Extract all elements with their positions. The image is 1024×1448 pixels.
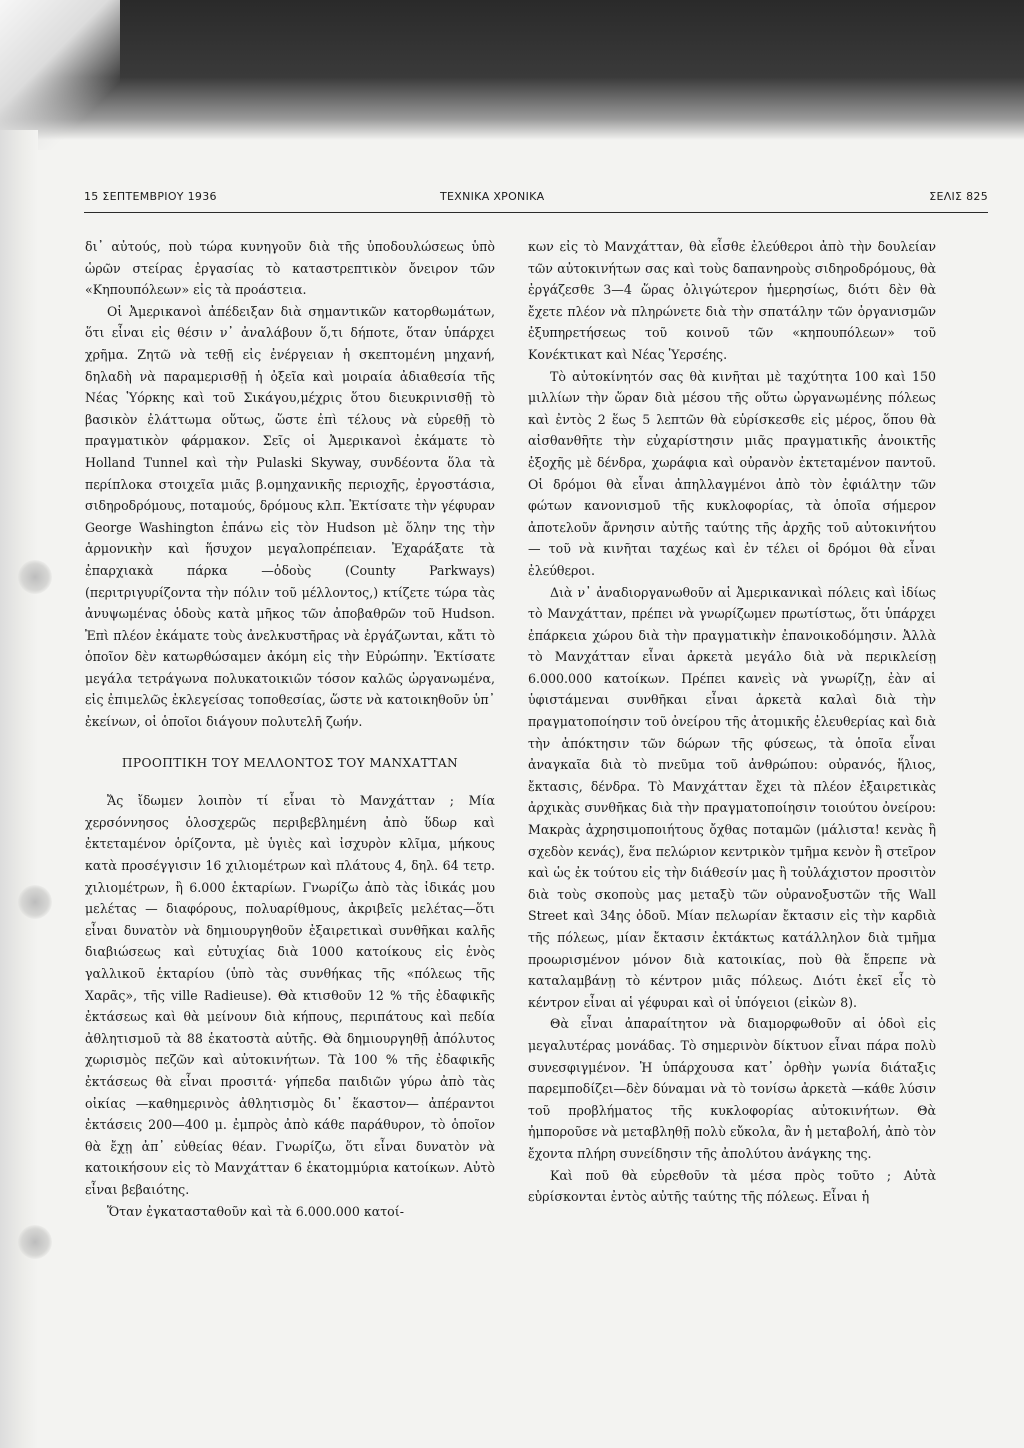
- paragraph: Ἄς ἴδωμεν λοιπὸν τί εἶναι τὸ Μανχάτταν ; Μία χερσόννησος ὁλοσχερῶς περιβεβλημένη ἀπὸ ὕδωρ καὶ ἐκτεταμένον ὁρίζοντα, μὲ ὑγιὲς καὶ ἰσχυρὸν κλῖμα, μήκους κατὰ προσέγγισιν 16 χιλιομέτρων καὶ πλάτους 4, δηλ. 64 τετρ. χιλιομέτρων, ἢ 6.000 ἑκταρίων. Γνωρίζω ἀπὸ τὰς ἰδικάς μου μελέτας — διαφόρους, πολυαρίθμους, ἀκριβεῖς μελέτας—ὅτι εἶναι δυνατὸν νὰ δημιουργηθοῦν ἐξαιρετικαὶ συνθῆκαι καλῆς διαβιώσεως καὶ εὐτυχίας διὰ 1000 κατοίκους εἰς ἑνὸς γαλλικοῦ ἑκταρίου (ὑπὸ τὰς συνθήκας τῆς «πόλεως τῆς Χαρᾶς», τῆς ville Radieuse). Θὰ κτισθοῦν 12 % τῆς ἐδαφικῆς ἐκτάσεως καὶ θὰ μείνουν διὰ κήπους, περιπάτους καὶ πεδία ἀθλητισμοῦ τὰ 88 ἑκατοστὰ αὐτῆς. Θὰ δημιουργηθῇ ἀπόλυτος χωρισμὸς πεζῶν καὶ αὐτοκινήτων. Τὰ 100 % τῆς ἐδαφικῆς ἐκτάσεως θὰ εἶναι προσιτά· γήπεδα παιδιῶν γύρω ἀπὸ τὰς οἰκίας —καθημερινὸς ἀθλητισμὸς δι᾽ ἕκαστον— ἀπέραντοι ἐκτάσεις 200—400 μ. ἐμπρὸς ἀπὸ κάθε παράθυρον, τὸ ὁποῖον θὰ ἔχῃ ἀπ᾽ εὐθείας θέαν. Γνωρίζω, ὅτι εἶναι δυνατὸν νὰ κατοικήσουν εἰς τὸ Μανχάτταν 6 ἑκατομμύρια κατοίκων. Αὐτὸ εἶναι βεβαιότης.: [85, 793, 495, 1197]
- paragraph: Καὶ ποῦ θὰ εὑρεθοῦν τὰ μέσα πρὸς τοῦτο ; Αὐτὰ εὑρίσκονται ἐντὸς αὐτῆς ταύτης τῆς πόλεως. Εἶναι ἡ: [528, 1167, 936, 1205]
- paragraph: Διὰ ν᾽ ἀναδιοργανωθοῦν αἱ Ἀμερικανικαὶ πόλεις καὶ ἰδίως τὸ Μανχάτταν, πρέπει νὰ γνωρίζωμεν πρωτίστως, ὅτι ὑπάρχει ἐπάρκεια χώρου διὰ τὴν πραγματικὴν ἐπανοικοδόμησιν. Ἀλλὰ τὸ Μανχάτταν εἶναι ἀρκετὰ μεγάλο διὰ νὰ περικλείσῃ 6.000.000 κατοίκων. Πρέπει κανεὶς νὰ γνωρίζῃ, ἐὰν αἱ ὑφιστάμεναι συνθῆκαι εἶναι ἀρκετὰ καλαὶ διὰ τὴν πραγματοποίησιν τοῦ ὀνείρου τῆς ἀτομικῆς ἐλευθερίας καὶ διὰ τὴν ἀπόκτησιν τῶν δώρων τῆς φύσεως, τὰ ὁποῖα εἶναι ἀναγκαῖα διὰ τὸ πνεῦμα τοῦ ἀνθρώπου: οὐρανός, ἥλιος, ἔκτασις, δένδρα. Τὸ Μανχάτταν ἔχει τὰ πλέον ἐξαιρετικὰς ἀρχικὰς συνθῆκας διὰ τὴν πραγματοποίησιν τοιούτου ὀνείρου: Μακρὰς ἀχρησιμοποιήτους ὄχθας ποταμῶν (μάλιστα! κενὰς ἢ σχεδὸν κενάς), ἕνα πελώριον κεντρικὸν τμῆμα κενὸν ἢ στεῖρον καὶ ὡς ἐκ τούτου εἰς τὴν διάθεσίν μας ἢ τοὐλάχιστον προσιτὸν διὰ τοὺς σκοποὺς μας μεταξὺ τῶν οὐρανοξυστῶν τῆς Wall Street καὶ 34ης ὁδοῦ. Μίαν πελωρίαν ἔκτασιν εἰς τὴν καρδιὰ τῆς πόλεως, μίαν ἔκτασιν ἐκτάκτως κατάλληλον διὰ τμῆμα προωρισμένον μόνον διὰ κατοικίας, ποὺ θὰ ἔπρεπε νὰ καταλαμβάνῃ τὸ κέντρον μιᾶς πόλεως. Διότι ἐκεῖ εἶς τὸ κέντρον εἶναι αἱ γέφυραι καὶ οἱ ὑπόγειοι (εἰκὼν 8).: [528, 584, 936, 1010]
- punch-hole-mark: [18, 1225, 52, 1259]
- paragraph: Ὅταν ἐγκατασταθοῦν καὶ τὰ 6.000.000 κατοί-: [107, 1203, 404, 1219]
- page-header: [84, 186, 988, 213]
- paragraph: Θὰ εἶναι ἀπαραίτητον νὰ διαμορφωθοῦν αἱ ὁδοὶ εἰς μεγαλυτέρας μονάδας. Τὸ σημερινὸν δίκτυον εἶναι πάρα πολὺ συνεσφιγμένον. Ἡ ὑπάρχουσα κατ᾽ ὀρθὴν γωνία διάταξις παρεμποδίζει—δὲν δύναμαι νὰ τὸ τονίσω ἀρκετὰ —κάθε λύσιν τοῦ προβλήματος τῆς κυκλοφορίας αὐτοκινήτων. Θὰ ἠμποροῦσε νὰ μεταβληθῇ πολὺ εὔκολα, ἂν ἡ μεταβολή, ἀπὸ τὸν ἔχοντα πλήρη συνείδησιν τῆς ἀπολύτου ἀνάγκης της.: [528, 1016, 936, 1161]
- section-heading: ΠΡΟΟΠΤΙΚΗ ΤΟΥ ΜΕΛΛΟΝΤΟΣ ΤΟΥ ΜΑΝΧΑΤΤΑΝ: [121, 755, 459, 770]
- punch-hole-mark: [18, 560, 52, 594]
- paragraph: δι᾽ αὐτούς, ποὺ τώρα κυνηγοῦν διὰ τῆς ὑποδουλώσεως ὑπὸ ὡρῶν στείρας ἐργασίας τὸ καταστρεπτικὸν ὄνειρον τῶν «Κηπουπόλεων» εἰς τὰ προάστεια.: [85, 239, 495, 298]
- right-column: [528, 236, 936, 1208]
- header-journal-title: ΤΕΧΝΙΚΑ ΧΡΟΝΙΚΑ: [440, 190, 545, 203]
- folded-page-corner: [0, 0, 120, 150]
- paragraph: Οἱ Ἀμερικανοὶ ἀπέδειξαν διὰ σημαντικῶν κατορθωμάτων, ὅτι εἶναι εἰς θέσιν ν᾽ ἀναλάβουν ὅ,τι δήποτε, ὅταν ὑπάρχει χρῆμα. Ζητῶ νὰ τεθῇ εἰς ἐνέργειαν ἡ σκεπτομένη μηχανή, δηλαδὴ νὰ παραμερισθῇ ἡ ὀξεῖα καὶ μοιραία ἀδιαθεσία τῆς Νέας Ὑόρκης καὶ τοῦ Σικάγου,μέχρις ὅτου διευκρινισθῇ τὸ βασικὸν ἐλάττωμα οὕτως, ὥστε ἐπὶ τέλους νὰ εὑρεθῇ τὸ πραγματικὸν φάρμακον. Σεῖς οἱ Ἀμερικανοὶ ἐκάματε τὸ Holland Tunnel καὶ τὴν Pulaski Skyway, συνδέοντα ὅλα τὰ περίπλοκα στοιχεῖα μιᾶς β.ομηχανικῆς περιοχῆς, ἐργοστάσια, σιδηροδρόμους, ποταμούς, δρόμους κλπ. Ἐκτίσατε τὴν γέφυραν George Washington ἐπάνω εἰς τὸν Hudson μὲ ὅλην της τὴν ἁρμονικὴν καὶ ἥσυχον μεγαλοπρέπειαν. Ἐχαράξατε τὰ ἐπαρχιακὰ πάρκα —ὁδοὺς (County Parkways) (περιτριγυρίζοντα τὴν πόλιν τοῦ μέλλοντος,) κτίζετε τώρα τὰς ἀνυψωμένας ὁδοὺς κατὰ μῆκος τῶν ἀποβαθρῶν τοῦ Hudson. Ἐπὶ πλέον ἐκάματε τοὺς ἀνελκυστῆρας νὰ ἐργάζωνται, κἄτι τὸ ὁποῖον δὲν κατωρθώσαμεν ἀκόμη εἰς τὴν Εὐρώπην. Ἐκτίσατε μεγάλα τετράγωνα πολυκατοικιῶν τόσον καλῶς ὠργανωμένα, εἰς ἐπιμελῶς ἐκλεγείσας τοποθεσίας, ὥστε νὰ κατοικηθοῦν ὑπ᾽ ἐκείνων, οἱ ὁποῖοι διάγουν πολυτελῆ ζωήν.: [85, 303, 495, 730]
- paragraph: κων εἰς τὸ Μανχάτταν, θὰ εἶσθε ἐλεύθεροι ἀπὸ τὴν δουλείαν τῶν αὐτοκινήτων σας καὶ τοὺς δαπανηροὺς σιδηροδρόμους, θὰ ἐργάζεσθε 3—4 ὥρας ὀλιγώτερον ἡμερησίως, διότι δὲν θὰ ἔχετε πλέον νὰ πληρώνετε διὰ τὴν σπατάλην τῶν ὀργανισμῶν ἐξυπηρετήσεως τοῦ κοινοῦ τῶν «κηπουπόλεων» τοῦ Κονέκτικατ καὶ Νέας Ὑερσέης.: [528, 239, 936, 362]
- header-page-number: ΣΕΛΙΣ 825: [929, 190, 988, 203]
- header-date: 15 ΣΕΠΤΕΜΒΡΙΟΥ 1936: [84, 190, 217, 203]
- punch-hole-mark: [18, 885, 52, 919]
- paragraph: Τὸ αὐτοκίνητόν σας θὰ κινῆται μὲ ταχύτητα 100 καὶ 150 μιλλίων τὴν ὥραν διὰ μέσου τῆς οὕτω ὠργανωμένης πόλεως καὶ ἐντὸς 2 ἕως 5 λεπτῶν θὰ εὑρίσκεσθε εἰς μέρος, ὅπου θὰ αἰσθανθῆτε τὴν εὐχαρίστησιν μιᾶς πραγματικῆς ἀνοικτῆς ἐξοχῆς μὲ δένδρα, χωράφια καὶ οὐρανὸν ἐκτεταμένον παντοῦ. Οἱ δρόμοι θὰ εἶναι ἀπηλλαγμένοι ἀπὸ τὸν ἐφιάλτην τῶν φώτων κανονισμοῦ τῆς κυκλοφορίας, τὰ ὁποῖα σήμερον ἀποτελοῦν ἄρνησιν αὐτῆς ταύτης τῆς ἀρχῆς τοῦ αὐτοκινήτου — τοῦ νὰ κινῆται ταχέως καὶ ἐν τέλει οἱ δρόμοι θὰ εἶναι ἐλεύθεροι.: [528, 368, 936, 578]
- left-column: [85, 236, 495, 1222]
- scan-shadow-top: [0, 0, 1024, 140]
